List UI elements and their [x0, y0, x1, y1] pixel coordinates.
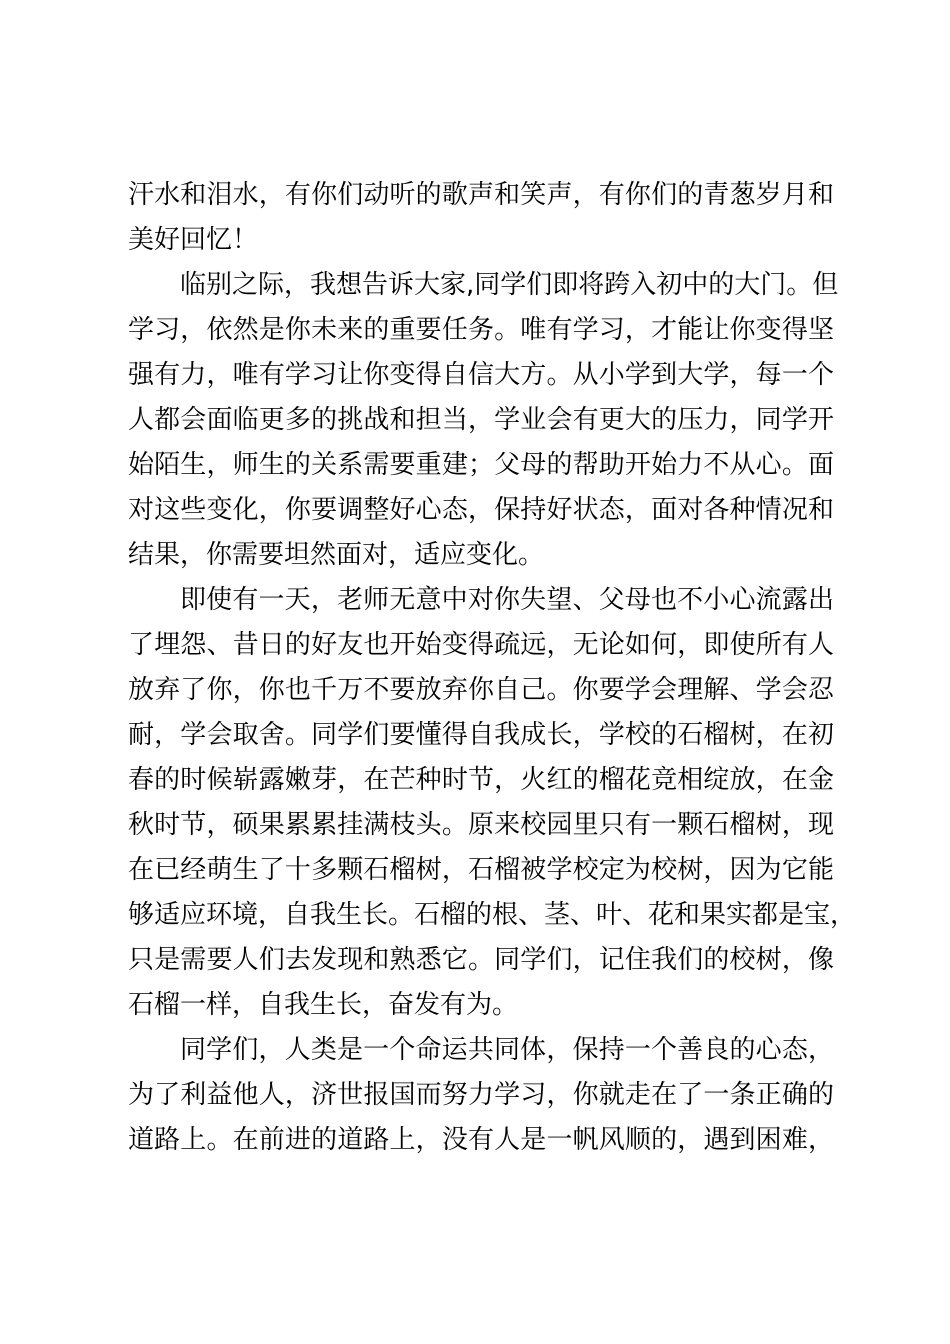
text-line: 为了利益他人，济世报国而努力学习，你就走在了一条正确的: [128, 1080, 834, 1110]
text-line: 放弃了你，你也千万不要放弃你自己。你要学会理解、学会忍: [128, 675, 834, 705]
text-line: 只是需要人们去发现和熟悉它。同学们，记住我们的校树，像: [128, 945, 834, 975]
text-line: 强有力，唯有学习让你变得自信大方。从小学到大学，每一个: [128, 360, 834, 390]
text-line: 春的时候崭露嫩芽，在芒种时节，火红的榴花竞相绽放，在金: [128, 765, 834, 795]
text-line: 石榴一样，自我生长，奋发有为。: [128, 990, 519, 1020]
text-line: 秋时节，硕果累累挂满枝头。原来校园里只有一颗石榴树，现: [128, 810, 834, 840]
text-line: 了埋怨、昔日的好友也开始变得疏远，无论如何，即使所有人: [128, 630, 834, 660]
text-line: 始陌生，师生的关系需要重建；父母的帮助开始力不从心。面: [128, 450, 834, 480]
paragraph-first-line: 同学们，人类是一个命运共同体，保持一个善良的心态，: [180, 1035, 834, 1065]
text-line: 在已经萌生了十多颗石榴树，石榴被学校定为校树，因为它能: [128, 855, 834, 885]
paragraph-first-line: 即使有一天，老师无意中对你失望、父母也不小心流露出: [180, 585, 834, 615]
text-line: 美好回忆！: [128, 225, 259, 255]
text-line: 够适应环境，自我生长。石榴的根、茎、叶、花和果实都是宝，: [128, 900, 857, 930]
text-line: 结果，你需要坦然面对，适应变化。: [128, 540, 545, 570]
text-line: 人都会面临更多的挑战和担当，学业会有更大的压力，同学开: [128, 405, 834, 435]
paragraph-first-line: 临别之际，我想告诉大家,同学们即将跨入初中的大门。但: [180, 270, 839, 300]
text-line: 耐，学会取舍。同学们要懂得自我成长，学校的石榴树，在初: [128, 720, 834, 750]
text-line: 对这些变化，你要调整好心态，保持好状态，面对各种情况和: [128, 495, 834, 525]
text-line: 道路上。在前进的道路上，没有人是一帆风顺的，遇到困难，: [128, 1125, 834, 1155]
text-line: 汗水和泪水，有你们动听的歌声和笑声，有你们的青葱岁月和: [128, 180, 834, 210]
text-line: 学习，依然是你未来的重要任务。唯有学习，才能让你变得坚: [128, 315, 834, 345]
